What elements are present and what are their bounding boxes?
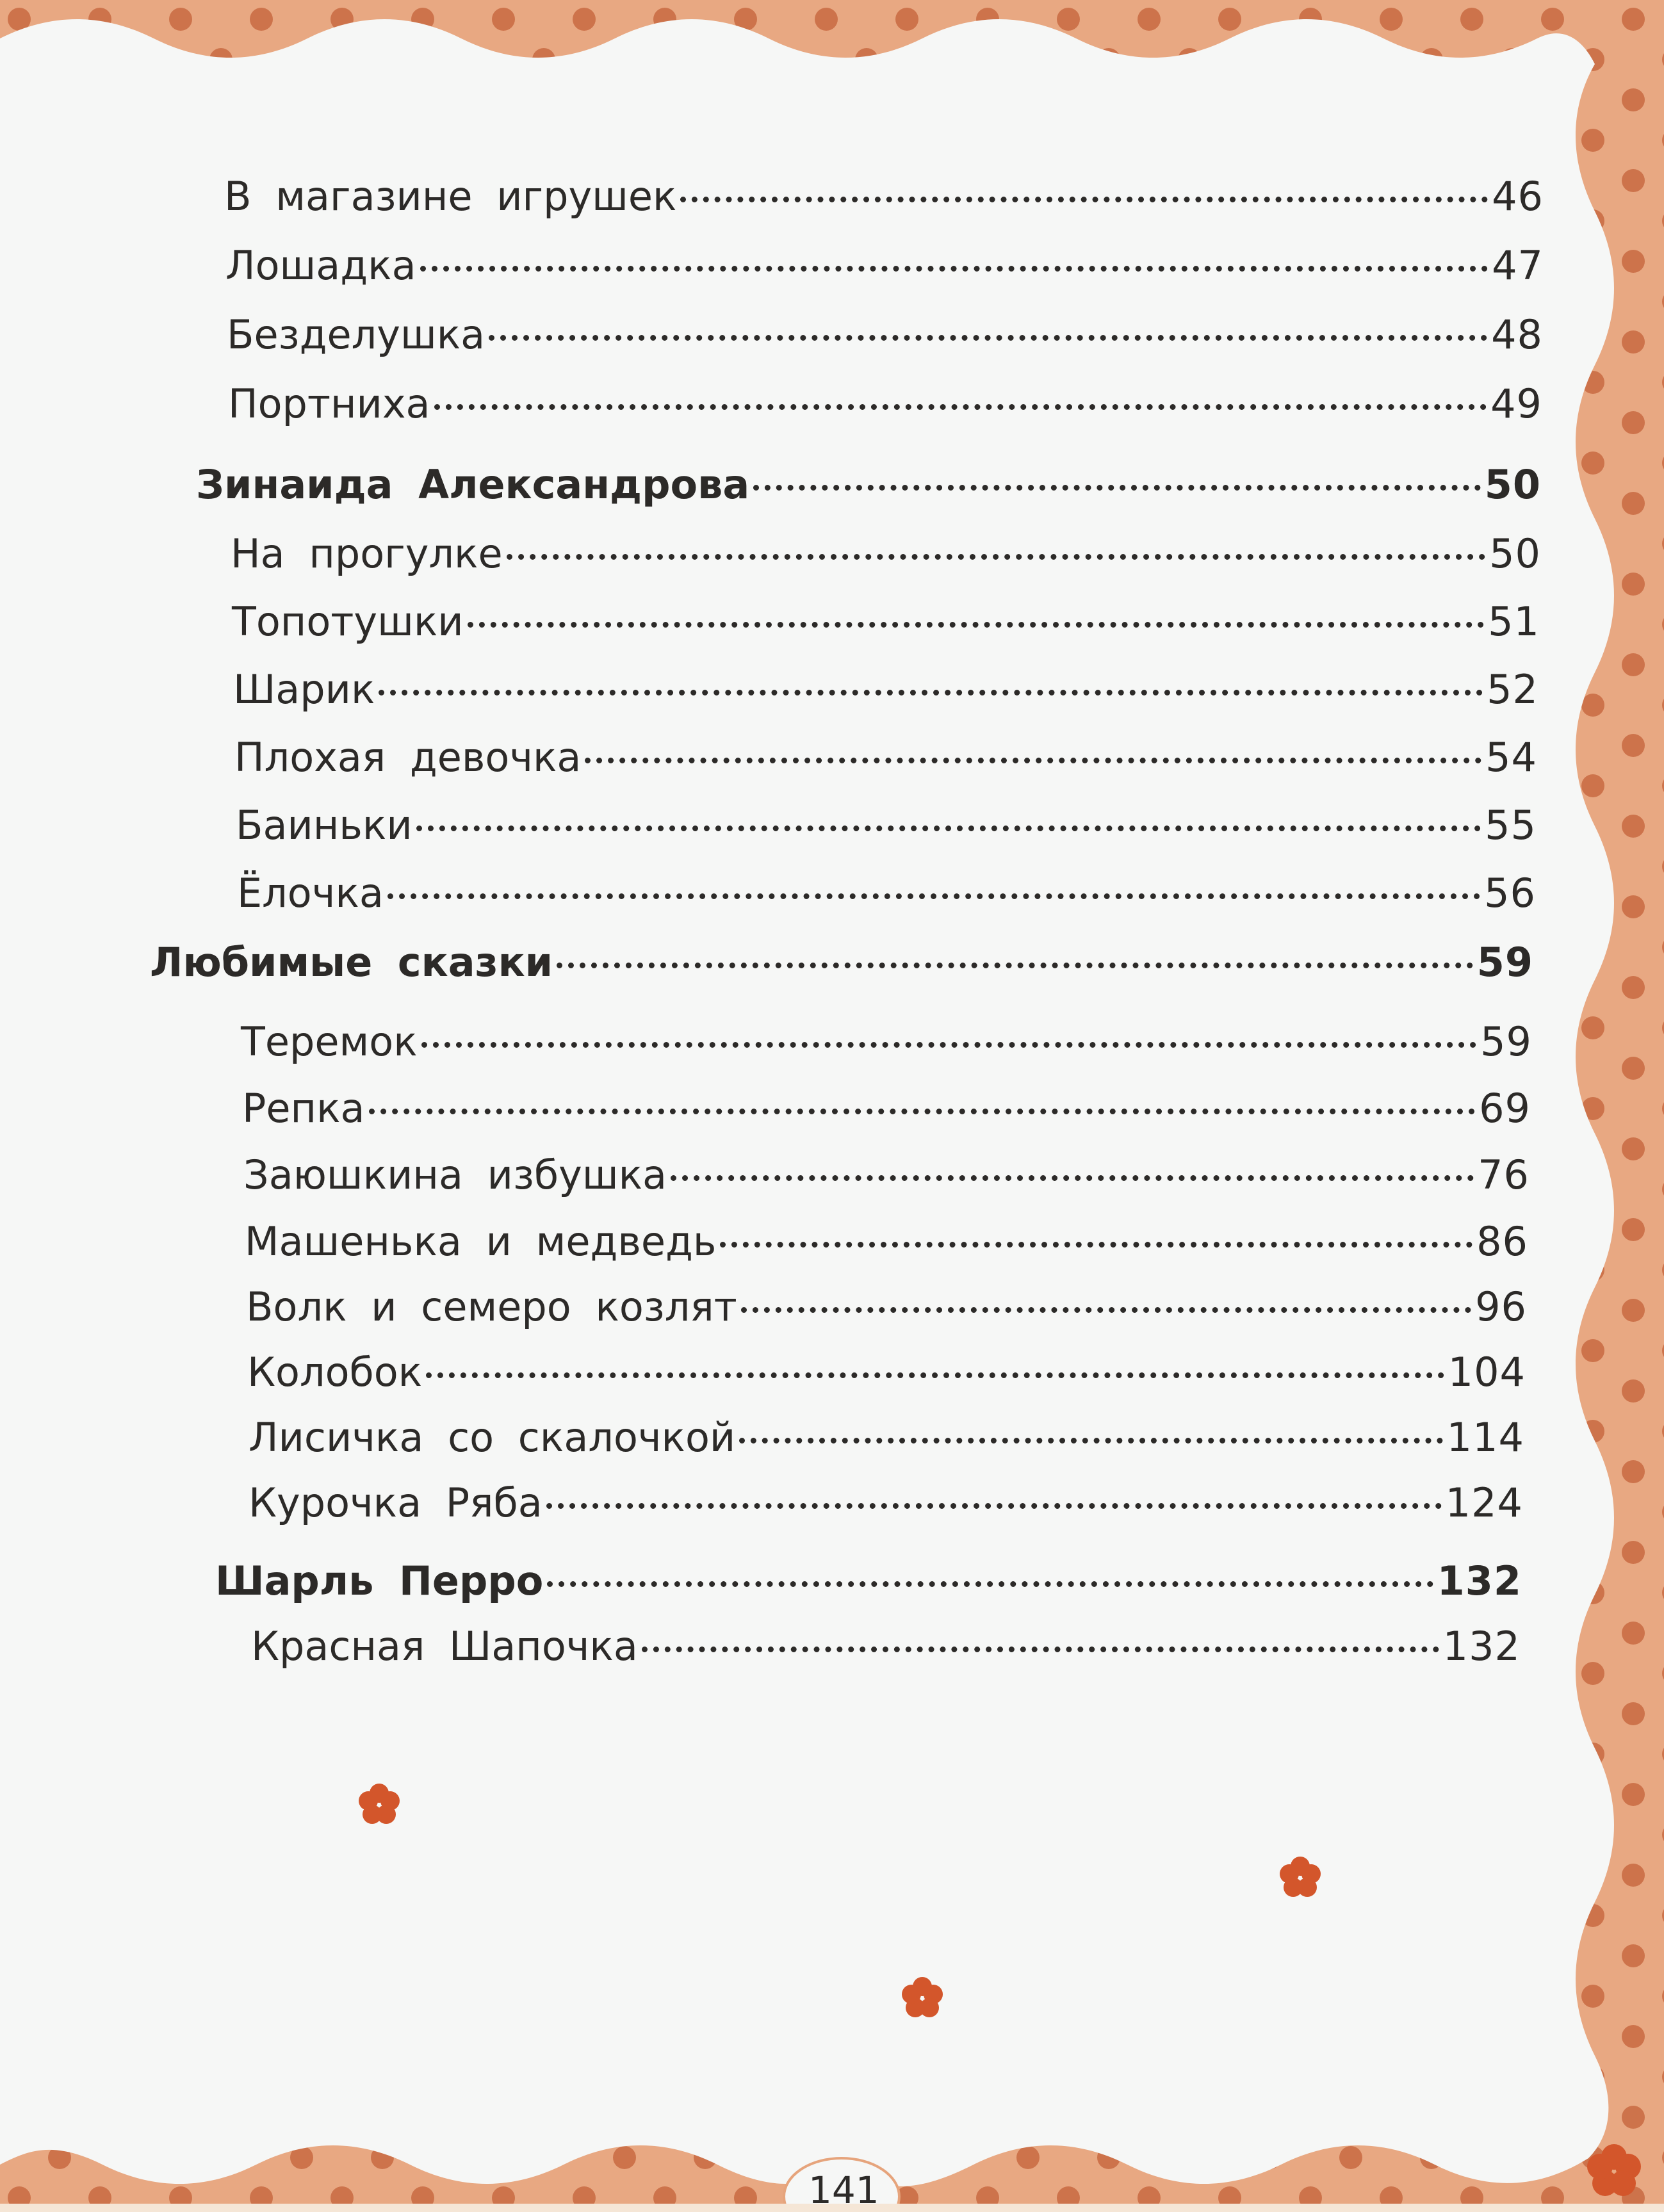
toc-entry-page: 48 bbox=[1491, 311, 1543, 358]
toc-entry-page: 124 bbox=[1445, 1479, 1523, 1526]
toc-entry-page: 54 bbox=[1485, 734, 1537, 781]
toc-entry-title: Лошадка bbox=[225, 242, 416, 289]
page-number: 141 bbox=[808, 2168, 879, 2212]
toc-entry-title: Колобок bbox=[247, 1349, 423, 1395]
dot-leader bbox=[387, 893, 1480, 899]
toc-entry-title: Лисичка со скалочкой bbox=[249, 1414, 736, 1461]
dot-leader bbox=[720, 1242, 1472, 1248]
toc-entry-title: Шарик bbox=[233, 666, 375, 713]
toc-entry bbox=[251, 1623, 1521, 1670]
dot-leader bbox=[585, 758, 1481, 763]
toc-entry bbox=[243, 1151, 1529, 1198]
toc-entry-title: Волк и семеро козлят bbox=[246, 1283, 737, 1330]
toc-entry-page: 132 bbox=[1437, 1557, 1522, 1604]
toc-entry bbox=[225, 242, 1544, 289]
toc-entry bbox=[245, 1218, 1528, 1265]
toc-entry-title: Красная Шапочка bbox=[251, 1623, 638, 1670]
toc-entry-page: 49 bbox=[1490, 380, 1542, 427]
dot-leader bbox=[416, 825, 1481, 831]
toc-entry bbox=[241, 1018, 1532, 1065]
toc-entry-title: Плохая девочка bbox=[234, 734, 582, 781]
toc-entry-page: 76 bbox=[1478, 1151, 1529, 1198]
toc-entry-page: 104 bbox=[1448, 1349, 1526, 1395]
toc-entry-page: 46 bbox=[1492, 173, 1544, 220]
dot-leader bbox=[557, 963, 1473, 968]
toc-entry-page: 86 bbox=[1476, 1218, 1528, 1265]
dot-leader bbox=[547, 1581, 1433, 1587]
toc-entry bbox=[237, 870, 1536, 916]
toc-entry-title: Шарль Перро bbox=[215, 1557, 544, 1604]
toc-section-heading bbox=[150, 939, 1533, 986]
dot-leader bbox=[468, 622, 1485, 628]
toc-entry-title: В магазине игрушек bbox=[224, 173, 677, 220]
toc-entry-title: Заюшкина избушка bbox=[243, 1151, 667, 1198]
dot-leader bbox=[739, 1438, 1442, 1443]
toc-entry-title: Портниха bbox=[228, 380, 430, 427]
toc-entry bbox=[249, 1479, 1523, 1526]
toc-entry-title: Ёлочка bbox=[237, 870, 384, 916]
toc-entry-page: 114 bbox=[1446, 1414, 1524, 1461]
toc-entry bbox=[234, 734, 1537, 781]
toc-entry-page: 59 bbox=[1480, 1018, 1532, 1065]
dot-leader bbox=[507, 554, 1485, 560]
dot-leader bbox=[420, 266, 1489, 272]
dot-leader bbox=[489, 335, 1487, 341]
dot-leader bbox=[741, 1307, 1471, 1313]
dot-leader bbox=[369, 1109, 1476, 1114]
toc-entry bbox=[249, 1414, 1524, 1461]
dot-leader bbox=[421, 1042, 1476, 1048]
toc-entry bbox=[242, 1085, 1531, 1132]
toc-entry-title: Курочка Ряба bbox=[249, 1479, 542, 1526]
toc-entry-title: Баиньки bbox=[236, 802, 412, 849]
toc-entry-title: Зинаида Александрова bbox=[196, 461, 750, 508]
toc-entry bbox=[247, 1349, 1526, 1395]
dot-leader bbox=[753, 485, 1481, 491]
dot-leader bbox=[680, 197, 1488, 202]
toc-section-heading bbox=[215, 1557, 1522, 1604]
toc-entry bbox=[227, 311, 1543, 358]
toc-entry-title: Репка bbox=[242, 1085, 365, 1132]
toc-entry bbox=[233, 666, 1538, 713]
toc-section-heading bbox=[196, 461, 1541, 508]
toc-entry bbox=[228, 380, 1542, 427]
toc-entry-page: 69 bbox=[1479, 1085, 1531, 1132]
toc-entry-title: Теремок bbox=[241, 1018, 418, 1065]
toc-entry-title: Любимые сказки bbox=[150, 939, 553, 986]
toc-entry-page: 59 bbox=[1476, 939, 1533, 986]
dot-leader bbox=[379, 690, 1483, 695]
toc-entry-title: На прогулке bbox=[231, 530, 503, 577]
toc-entry-title: Топотушки bbox=[232, 598, 464, 645]
dot-leader bbox=[426, 1372, 1444, 1378]
toc-entry bbox=[236, 802, 1537, 849]
toc-entry bbox=[246, 1283, 1527, 1330]
toc-entry bbox=[231, 530, 1541, 577]
toc-entry-page: 55 bbox=[1485, 802, 1537, 849]
dot-leader bbox=[671, 1175, 1474, 1181]
toc-entry-page: 132 bbox=[1442, 1623, 1521, 1670]
toc-entry-page: 52 bbox=[1487, 666, 1538, 713]
toc-entry-page: 51 bbox=[1488, 598, 1540, 645]
toc-entry bbox=[224, 173, 1544, 220]
dot-leader bbox=[434, 404, 1487, 410]
toc-entry-title: Машенька и медведь bbox=[245, 1218, 717, 1265]
toc-entry-page: 96 bbox=[1475, 1283, 1527, 1330]
toc-entry bbox=[232, 598, 1540, 645]
dot-leader bbox=[546, 1503, 1442, 1509]
toc-entry-page: 47 bbox=[1492, 242, 1544, 289]
toc-entry-title: Безделушка bbox=[227, 311, 485, 358]
toc-entry-page: 56 bbox=[1484, 870, 1536, 916]
toc-entry-page: 50 bbox=[1484, 461, 1541, 508]
toc-entry-page: 50 bbox=[1489, 530, 1541, 577]
dot-leader bbox=[642, 1647, 1439, 1652]
